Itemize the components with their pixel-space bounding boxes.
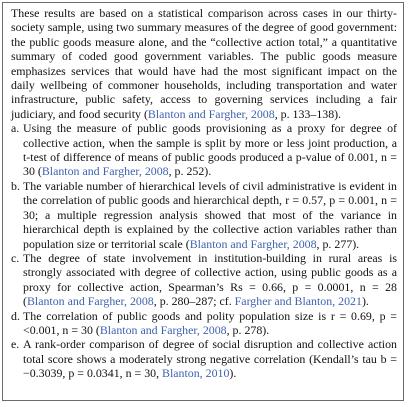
citation-link[interactable]: Blanton and Fargher, 2008 [26, 294, 154, 309]
item-text: The variable number of hierarchical levels of civil administrative is evident in the correlation of public goods and hierarchical depth, r = 0.57, p = 0.001, n = 30; a multiple regression analysis showed that most of the variance in hierarchical depth is explained by the collective action variables rather than population size or territorial scale ( [23, 178, 397, 251]
citation-link[interactable]: Blanton and Fargher, 2008 [189, 236, 317, 251]
item-tail: ). [361, 294, 369, 309]
list-marker: d. [11, 308, 20, 323]
intro-text: These results are based on a statistical comparison across cases in our thirty-society sample, using two summary measures of the degree of good government: the public goods measure alone, and the “collective action total,” a quantitative summary of coded good government variables. The public goods measure emphasizes services that would have had the most significant impact on the daily wellbeing of commoner households, including transportation and water infrastructure, public safety, access to governing services including a fair judiciary, and food security ( [11, 6, 397, 121]
citation-link[interactable]: Blanton and Fargher, 2008 [147, 106, 275, 121]
list-marker: a. [11, 121, 20, 136]
list-item [11, 251, 397, 309]
list-marker: e. [11, 337, 20, 352]
list-item [11, 179, 397, 251]
item-text: A rank-order comparison of degree of social disruption and collective action total score shows a moderately strong negative correlation (Kendall’s tau b = −0.3039, p = 0.0341, n = 30, [23, 337, 397, 381]
intro-tail: , p. 133–138). [274, 106, 342, 121]
item-text: The degree of state involvement in institution-building in rural areas is strongly associated with degree of collective action, using public goods as a proxy for collective action, Spearman’s Rs = 0.66, p = 0.0001, n = 28 ( [23, 250, 397, 309]
list-item [11, 337, 397, 380]
list-item [11, 121, 397, 179]
list-item [11, 309, 397, 338]
item-text: The correlation of public goods and polity population size is r = 0.69, p = <0.001, n = 30 ( [23, 308, 397, 337]
citation-link[interactable]: Fargher and Blanton, 2021 [234, 294, 362, 309]
citation-link[interactable]: Blanton and Fargher, 2008 [99, 322, 227, 337]
citation-link[interactable]: Blanton and Fargher, 2008 [41, 164, 169, 179]
list-marker: c. [11, 250, 20, 265]
intro-paragraph [11, 6, 397, 121]
item-mid: , p. 280–287; cf. [153, 294, 235, 309]
citation-link[interactable]: Blanton, 2010 [162, 366, 230, 381]
list-marker: b. [11, 178, 20, 193]
findings-list [11, 121, 397, 380]
item-tail: , p. 252). [168, 164, 212, 179]
item-text: Using the measure of public goods provisioning as a proxy for degree of collective action, when the sample is split by more or less joint production, a t-test of difference of means of public goods produced a p-value of 0.001, n = 30 ( [23, 121, 397, 179]
item-tail: , p. 277). [316, 236, 360, 251]
item-tail: , p. 278). [226, 322, 270, 337]
text-box [2, 2, 404, 401]
item-tail: ). [229, 366, 237, 381]
